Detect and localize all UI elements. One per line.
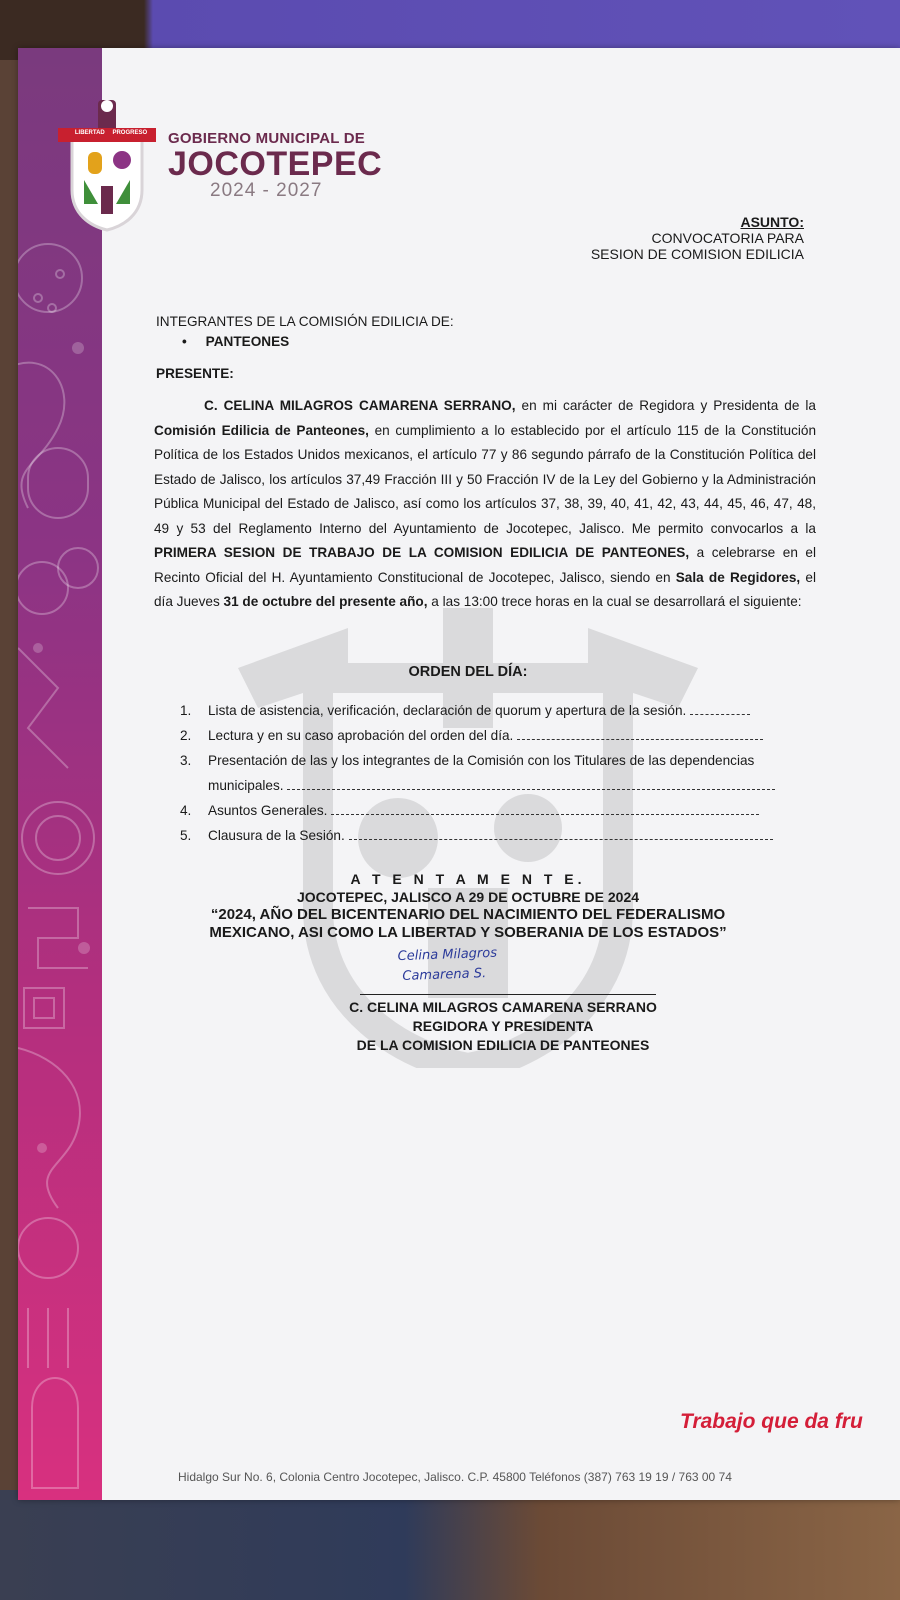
agenda-text: Lista de asistencia, verificación, declaración de quorum y apertura de la sesión. bbox=[208, 703, 687, 718]
org-line1: GOBIERNO MUNICIPAL DE bbox=[168, 130, 365, 147]
agenda-num: 4. bbox=[180, 803, 192, 818]
presente-label: PRESENTE: bbox=[156, 366, 234, 381]
subject-line2: SESION DE COMISION EDILICIA bbox=[590, 246, 804, 262]
subject-line1: CONVOCATORIA PARA bbox=[651, 230, 804, 246]
dash-line bbox=[690, 704, 750, 715]
agenda-item-continued bbox=[180, 773, 822, 798]
commission-name: PANTEONES bbox=[205, 334, 290, 349]
signer-role1: REGIDORA Y PRESIDENTA bbox=[412, 1018, 594, 1034]
venue: Sala de Regidores, bbox=[675, 569, 801, 585]
body-text-a: en mi carácter de Regidora y Presidenta de la bbox=[515, 398, 816, 413]
addressee-bullet: • PANTEONES bbox=[182, 334, 290, 349]
agenda-text: Clausura de la Sesión. bbox=[208, 828, 345, 843]
body-text-b: Comisión Edilicia de Panteones, bbox=[154, 422, 369, 438]
addressee-line: INTEGRANTES DE LA COMISIÓN EDILICIA DE: bbox=[156, 314, 454, 329]
org-name: JOCOTEPEC bbox=[168, 145, 383, 183]
agenda-item bbox=[180, 723, 822, 748]
atentamente: A T E N T A M E N T E. bbox=[350, 871, 586, 887]
agenda-text: Asuntos Generales. bbox=[208, 803, 328, 818]
motto-line2: MEXICANO, ASI COMO LA LIBERTAD Y SOBERANIA DE LOS ESTADOS” bbox=[209, 924, 727, 941]
agenda-text: Presentación de las y los integrantes de la Comisión con los Titulares de las dependencias bbox=[208, 753, 755, 768]
background-bottom bbox=[0, 1490, 900, 1600]
dash-line bbox=[287, 779, 775, 790]
signer-name: C. CELINA MILAGROS CAMARENA SERRANO bbox=[349, 999, 657, 1015]
body-text-c: en cumplimiento a lo establecido por el artículo 115 de la Constitución Política de los Estados Unidos mexicanos, el artículo 77 y 86 segundo párrafo de la Constitución Política del Estado de Jalisco, los artículos 37,49 Fracción III y 50 Fracción IV de la Ley del Gobierno y la Administración Pública Municipal del Estado de Jalisco, así como los artículos 37, 38, 39, 40, 41, 42, 43, 44, 45, 46, 47, 48, 49 y 53 del Reglamento Interno del Ayuntamiento de Jocotepec, Jalisco. Me permito convocarlos a la bbox=[154, 422, 817, 536]
agenda-title: ORDEN DEL DÍA: bbox=[408, 664, 528, 680]
session-date: 31 de octubre del presente año, bbox=[223, 594, 428, 609]
dash-line bbox=[349, 829, 773, 840]
footer-address: Hidalgo Sur No. 6, Colonia Centro Jocotepec, Jalisco. C.P. 45800 Teléfonos (387) 763 19 19 / 763 00 74 bbox=[178, 1470, 732, 1484]
body-paragraph bbox=[154, 394, 816, 615]
motto-line1: “2024, AÑO DEL BICENTENARIO DEL NACIMIENTO DEL FEDERALISMO bbox=[210, 906, 726, 923]
agenda-item bbox=[180, 698, 822, 723]
logo-banner-left: LIBERTAD bbox=[74, 130, 105, 136]
org-period: 2024 - 2027 bbox=[210, 180, 323, 201]
agenda-text: Lectura y en su caso aprobación del orden del día. bbox=[208, 728, 514, 743]
dash-line bbox=[517, 729, 763, 740]
body-text-e: a celebrarse en el Recinto Oficial del H. Ayuntamiento Constitucional de Jocotepec, Jalisco, siendo en bbox=[154, 545, 816, 585]
logo-banner-text bbox=[62, 130, 160, 136]
signature-line1: Celina Milagros bbox=[397, 945, 498, 965]
signature-line2: Camarena S. bbox=[402, 966, 487, 984]
handwritten-signature bbox=[397, 941, 578, 987]
agenda-num: 2. bbox=[180, 728, 192, 743]
signer-role2: DE LA COMISION EDILICIA DE PANTEONES bbox=[356, 1037, 650, 1053]
body-text-i: a las 13:00 trece horas en la cual se desarrollará el siguiente: bbox=[427, 594, 802, 609]
signer-block bbox=[18, 998, 900, 1055]
place-date: JOCOTEPEC, JALISCO A 29 DE OCTUBRE DE 2024 bbox=[296, 889, 640, 905]
dash-line bbox=[331, 804, 759, 815]
subject-block bbox=[591, 214, 804, 262]
agenda-list bbox=[180, 698, 822, 848]
brand-block bbox=[168, 130, 382, 201]
document-page bbox=[18, 48, 900, 1500]
municipal-logo-icon bbox=[58, 94, 156, 234]
subject-label: ASUNTO: bbox=[740, 214, 804, 230]
closing-block bbox=[18, 870, 900, 942]
agenda-item bbox=[180, 798, 822, 823]
decorative-side-band bbox=[18, 48, 102, 1500]
agenda-item bbox=[180, 823, 822, 848]
agenda-num: 5. bbox=[180, 828, 192, 843]
band-pattern-icon bbox=[18, 48, 102, 1500]
session-title: PRIMERA SESION DE TRABAJO DE LA COMISION EDILICIA DE PANTEONES, bbox=[154, 545, 690, 560]
body-text-g: el día Jueves bbox=[154, 569, 817, 609]
agenda-text: municipales. bbox=[208, 778, 284, 793]
signature-line bbox=[360, 994, 656, 995]
addressee-block bbox=[156, 312, 454, 352]
convener-name: C. CELINA MILAGROS CAMARENA SERRANO, bbox=[204, 398, 516, 413]
agenda-num: 1. bbox=[180, 703, 192, 718]
agenda-item bbox=[180, 748, 822, 773]
logo-banner-right: PROGRESO bbox=[112, 130, 148, 136]
agenda-num: 3. bbox=[180, 753, 192, 768]
slogan: Trabajo que da fru bbox=[680, 1410, 863, 1433]
